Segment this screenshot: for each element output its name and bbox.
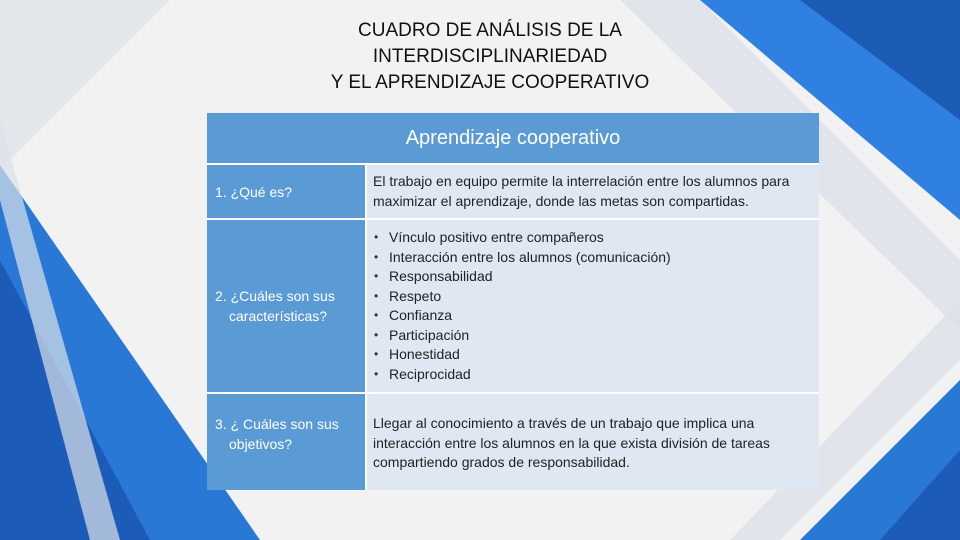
list-item: • Vínculo positivo entre compañeros [373, 228, 671, 248]
list-item: • Confianza [373, 306, 671, 326]
answer-cell [367, 394, 819, 490]
title-line-1: CUADRO DE ANÁLISIS DE LA [358, 20, 622, 41]
analysis-table [207, 113, 819, 490]
list-item: • Interacción entre los alumnos (comunicación) [373, 248, 671, 268]
question-text: 2. ¿Cuáles son sus características? [215, 288, 335, 324]
slide-title [250, 18, 730, 96]
answer-cell [367, 220, 819, 392]
table-header: Aprendizaje cooperativo [207, 113, 819, 165]
answer-text: Llegar al conocimiento a través de un trabajo que implica una interacción entre los alumnos en la que exista división de tareas compartiendo grados de responsabilidad. [373, 415, 770, 470]
title-line-2: INTERDISCIPLINARIEDAD [372, 46, 608, 67]
question-cell [207, 394, 367, 490]
list-item: • Responsabilidad [373, 267, 671, 287]
answer-text: El trabajo en equipo permite la interrelación entre los alumnos para maximizar el aprendizaje, donde las metas son compartidas. [373, 173, 790, 209]
deco-top-left [0, 0, 170, 170]
list-item: • Respeto [373, 287, 671, 307]
list-item: • Participación [373, 326, 671, 346]
table-row [207, 394, 819, 490]
list-item: • Honestidad [373, 345, 671, 365]
question-text: 3. ¿ Cuáles son sus objetivos? [215, 416, 339, 452]
question-cell [207, 220, 367, 392]
table-row [207, 220, 819, 394]
table-row [207, 165, 819, 220]
question-text: 1. ¿Qué es? [215, 183, 293, 200]
answer-cell [367, 165, 819, 218]
list-item: • Reciprocidad [373, 365, 671, 385]
title-line-3: Y EL APRENDIZAJE COOPERATIVO [330, 72, 650, 93]
characteristics-list [373, 228, 671, 384]
question-cell [207, 165, 367, 218]
